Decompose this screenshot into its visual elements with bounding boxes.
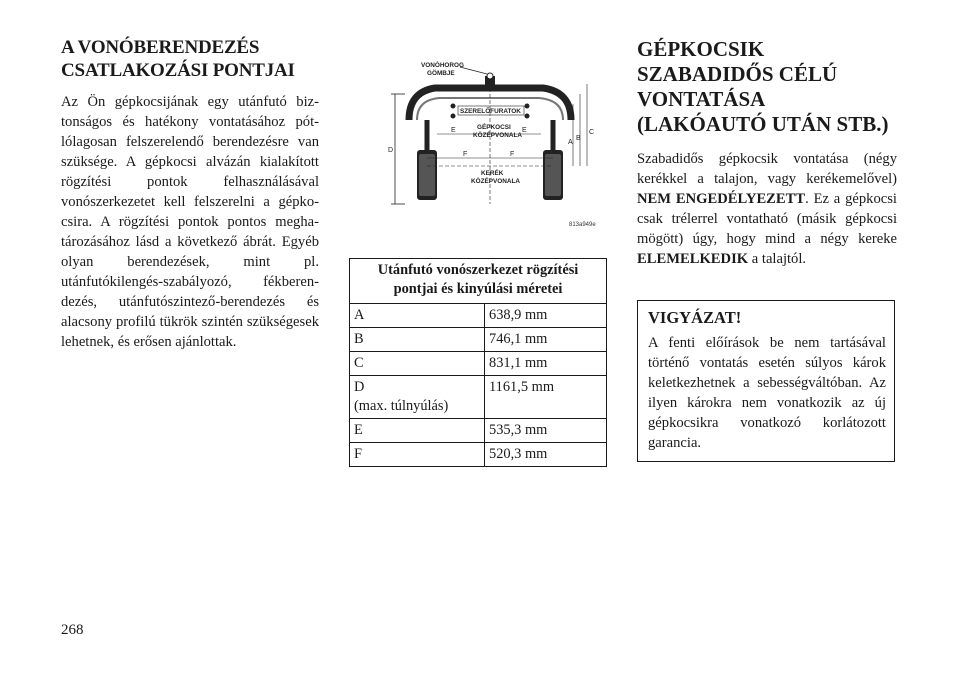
para-text: . Ez a gépkocsi csak trélerrel vontatható (másik gépkocsi mögött) úgy, hogy mind a négy kereke	[637, 191, 897, 247]
hitch-mounting-diagram	[365, 54, 605, 232]
label-mounting-holes: SZERELŐFURATOK	[460, 108, 521, 115]
label-vehicle-center-line1: GÉPKOCSI	[477, 124, 511, 131]
row-key: D	[354, 379, 365, 395]
row-key: C	[350, 352, 485, 376]
warning-text: A fenti előírások be nem tartásával történő vontatás esetén súlyos károk keletkezhetnek a sebességváltóban. Az ilyen károkra nem vonatkozik az új gépkocsikra vonatkozó korlátozott garancia.	[648, 335, 886, 451]
table-row	[350, 352, 607, 376]
dim-letter-c: C	[589, 129, 595, 136]
heading-line: VONTATÁSA	[637, 87, 766, 111]
dim-letter-f-left: F	[463, 151, 468, 158]
heading-line: SZABADIDŐS CÉLÚ	[637, 62, 838, 86]
hitch-dimensions-table	[349, 258, 607, 467]
hitch-mounting-heading	[61, 36, 319, 82]
row-key-cell	[350, 376, 485, 419]
row-value: 535,3 mm	[485, 419, 607, 443]
heading-line: GÉPKOCSIK	[637, 37, 765, 61]
row-value: 746,1 mm	[485, 328, 607, 352]
row-key-note: (max. túlnyúlás)	[354, 398, 449, 414]
table-caption: Utánfutó vonószerkezet rögzítési pontjai és kinyúlási méretei	[349, 258, 607, 303]
label-wheel-center-line1: KERÉK	[481, 170, 504, 177]
dim-letter-a: A	[568, 139, 573, 146]
para-text: a talajtól.	[748, 251, 807, 267]
table-row	[350, 304, 607, 328]
right-column	[637, 37, 897, 451]
table-row	[350, 419, 607, 443]
dim-letter-e-left: E	[451, 127, 456, 134]
heading-line: A VONÓBERENDEZÉS	[61, 37, 260, 58]
dim-letter-f-right: F	[510, 151, 515, 158]
recreational-towing-heading	[637, 37, 897, 137]
page-number: 268	[61, 622, 84, 638]
row-key: E	[350, 419, 485, 443]
row-key: A	[350, 304, 485, 328]
label-hitch-ball-line2: GÖMBJE	[427, 70, 455, 77]
table-row	[350, 376, 607, 419]
figure-code: 813a949e	[569, 222, 596, 228]
warning-box	[637, 300, 895, 462]
para-bold: NEM ENGEDÉLYEZETT	[637, 191, 806, 207]
row-key: B	[350, 328, 485, 352]
hitch-mounting-paragraph: Az Ön gépkocsijának egy utánfutó biztonságos és hatékony vontatásához pótlólagosan felszerelendő berendezésre van szüksége. A gépkocsi alvázán kialakított rögzítési pontok felhasználásával vonószerkezetet kell felszerelni a gépkocsira. A rögzítési pontok pontos meghatározásához lásd a következő ábrát. Egyéb olyan berendezések, mint pl. utánfutókilengés-szabályozó, fékberendezés, utánfutószintező-berendezés és alacsony profilú tükrök szintén szükségesek lehetnek, és erősen ajánlottak.	[61, 94, 319, 350]
table-row	[350, 443, 607, 467]
row-key: F	[350, 443, 485, 467]
row-value: 638,9 mm	[485, 304, 607, 328]
row-value: 831,1 mm	[485, 352, 607, 376]
heading-line: CSATLAKOZÁSI PONTJAI	[61, 60, 295, 81]
label-vehicle-center-line2: KÖZÉPVONALA	[473, 132, 522, 139]
dim-letter-b: B	[576, 135, 581, 142]
row-value: 520,3 mm	[485, 443, 607, 467]
row-value: 1161,5 mm	[485, 376, 607, 419]
label-wheel-center-line2: KÖZÉPVONALA	[471, 178, 520, 185]
para-text: Szabadidős gépkocsik vontatása (négy kerékkel a talajon, vagy kerékemelővel)	[637, 151, 897, 187]
dim-letter-d: D	[388, 147, 394, 154]
label-hitch-ball-line1: VONÓHOROG	[421, 62, 464, 69]
warning-title: VIGYÁZAT!	[648, 308, 742, 327]
left-column	[61, 36, 319, 352]
dim-letter-e-right: E	[522, 127, 527, 134]
heading-line: (LAKÓAUTÓ UTÁN STB.)	[637, 112, 889, 136]
recreational-towing-paragraph	[637, 149, 897, 269]
table-row	[350, 328, 607, 352]
para-bold: ELEMELKEDIK	[637, 251, 749, 267]
